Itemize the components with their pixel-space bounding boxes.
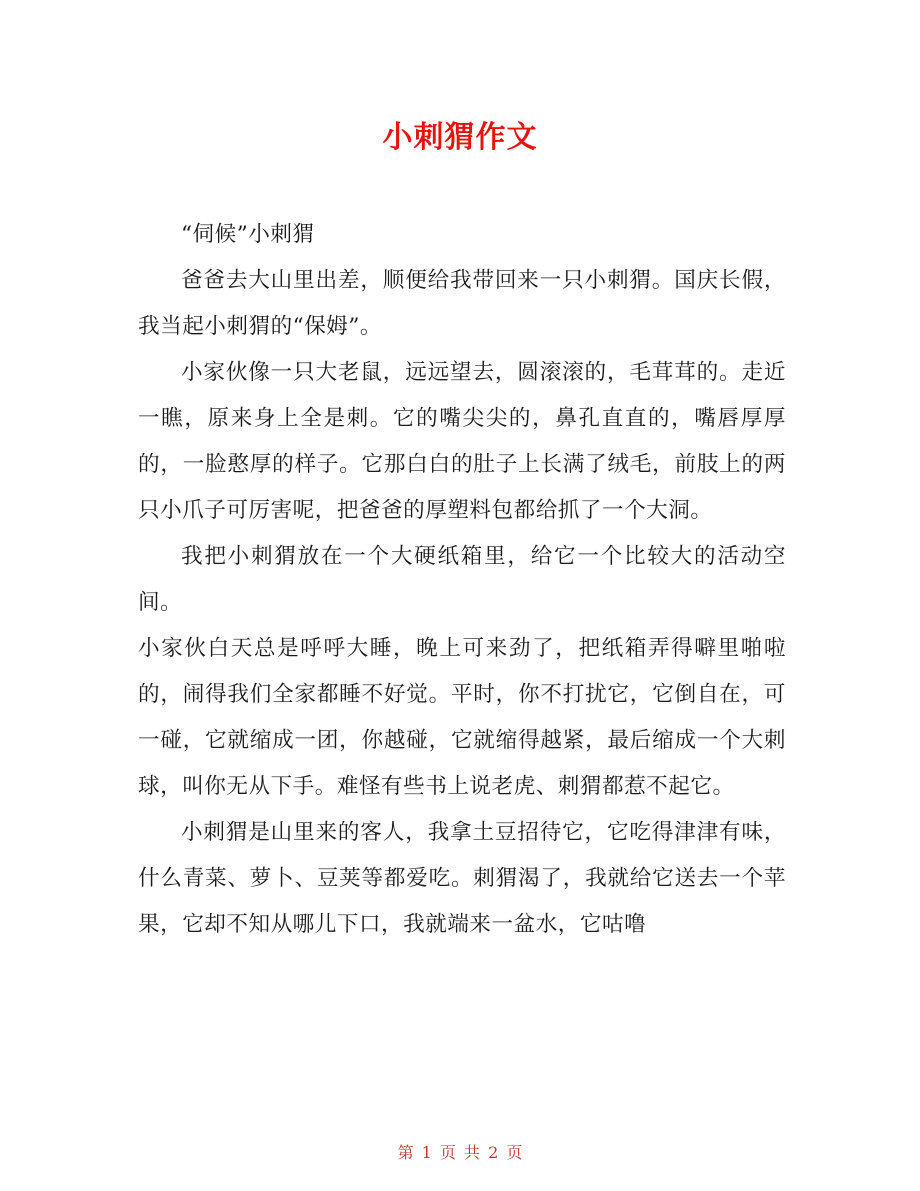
paragraph: 小刺猬是山里来的客人，我拿土豆招待它，它吃得津津有味，什么青菜、萝卜、豆荚等都爱吃。刺猬渴了，我就给它送去一个苹果，它却不知从哪儿下口，我就端来一盆水，它咕噜 [138,820,786,937]
paragraph: 小家伙像一只大老鼠，远远望去，圆滚滚的，毛茸茸的。走近一瞧，原来身上全是刺。它的嘴尖尖的，鼻孔直直的，嘴唇厚厚的，一脸憨厚的样子。它那白白的肚子上长满了绒毛，前肢上的两只小爪子可厉害呢，把爸爸的厚塑料包都给抓了一个大洞。 [138,360,786,523]
document-body [138,212,786,948]
page-footer: 第 1 页 共 2 页 [397,1143,523,1162]
document-title: 小刺猬作文 [382,120,538,155]
paragraph: 爸爸去大山里出差，顺便给我带回来一只小刺猬。国庆长假，我当起小刺猬的“保姆”。 [138,268,786,339]
paragraph: 我把小刺猬放在一个大硬纸箱里，给它一个比较大的活动空间。 [138,544,786,615]
paragraph-subtitle: “伺候”小刺猬 [181,222,315,247]
paragraph: 小家伙白天总是呼呼大睡，晚上可来劲了，把纸箱弄得噼里啪啦的，闹得我们全家都睡不好觉。平时，你不打扰它，它倒自在，可一碰，它就缩成一团，你越碰，它就缩得越紧，最后缩成一个大刺球，叫你无从下手。难怪有些书上说老虎、刺猬都惹不起它。 [138,636,786,799]
